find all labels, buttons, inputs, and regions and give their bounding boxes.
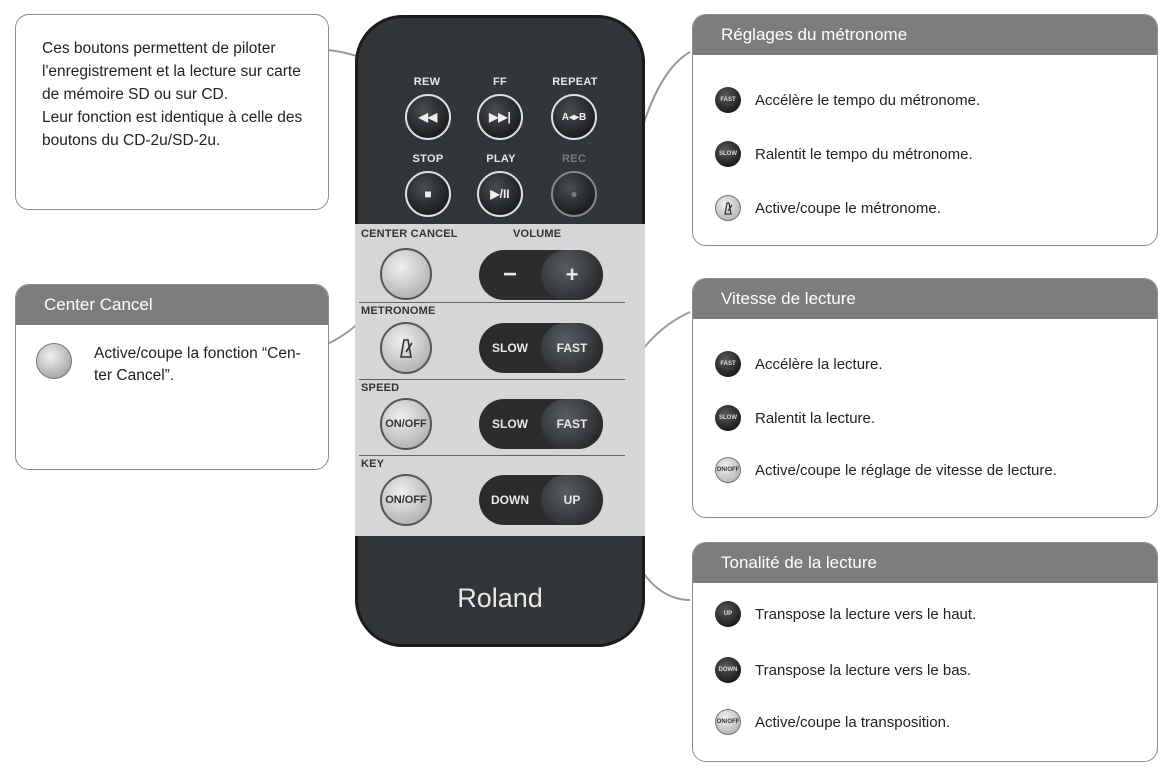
transport-callout bbox=[15, 14, 329, 210]
volume-up-button[interactable]: + bbox=[541, 250, 603, 300]
panel-divider-1 bbox=[359, 302, 625, 303]
center-cancel-title: Center Cancel bbox=[16, 285, 328, 325]
speed-label: SPEED bbox=[361, 382, 400, 394]
stop-label: STOP bbox=[412, 153, 444, 165]
fast-icon: FAST bbox=[715, 87, 741, 113]
key-item-down-text: Transpose la lecture vers le bas. bbox=[755, 661, 972, 679]
speed-item-toggle-text: Active/coupe le réglage de vitesse de lecture. bbox=[755, 461, 1057, 479]
key-up-button[interactable]: UP bbox=[541, 475, 603, 525]
repeat-button[interactable]: A◂▸B bbox=[551, 94, 597, 140]
brand-logo: Roland bbox=[457, 583, 543, 613]
key-label: KEY bbox=[361, 458, 385, 470]
rew-button[interactable]: ◀◀ bbox=[405, 94, 451, 140]
metronome-slow-button[interactable]: SLOW bbox=[492, 341, 528, 355]
slow-icon: SLOW bbox=[715, 141, 741, 167]
play-pause-button[interactable]: ▶/II bbox=[477, 171, 523, 217]
repeat-label: REPEAT bbox=[552, 76, 598, 88]
stop-button[interactable]: ■ bbox=[405, 171, 451, 217]
center-cancel-label: CENTER CANCEL bbox=[361, 228, 458, 240]
metronome-icon bbox=[395, 337, 417, 359]
metronome-tempo-control bbox=[479, 323, 603, 373]
key-title: Tonalité de la lecture bbox=[693, 543, 1157, 583]
panel-divider-3 bbox=[359, 455, 625, 456]
on-off-icon: ON/OFF bbox=[715, 457, 741, 483]
fast-icon: FAST bbox=[715, 351, 741, 377]
key-item-toggle-text: Active/coupe la transposition. bbox=[755, 713, 951, 731]
panel-divider-2 bbox=[359, 379, 625, 380]
speed-item-fast-text: Accélère la lecture. bbox=[755, 355, 883, 373]
volume-control bbox=[479, 250, 603, 300]
transport-line-1: Ces boutons permettent de piloter bbox=[42, 40, 276, 57]
slow-icon: SLOW bbox=[715, 405, 741, 431]
down-icon: DOWN bbox=[715, 657, 741, 683]
transport-line-2: l'enregistrement et la lecture sur carte bbox=[42, 63, 301, 80]
metronome-label: METRONOME bbox=[361, 305, 436, 317]
metronome-item-toggle-text: Active/coupe le métronome. bbox=[755, 199, 941, 217]
up-icon: UP bbox=[715, 601, 741, 627]
speed-item-slow-text: Ralentit la lecture. bbox=[755, 409, 876, 427]
transport-line-5: boutons du CD-2u/SD-2u. bbox=[42, 132, 221, 149]
key-item-up bbox=[715, 601, 976, 627]
rec-label: REC bbox=[561, 153, 587, 165]
key-down-button[interactable]: DOWN bbox=[491, 493, 529, 507]
speed-item-toggle bbox=[715, 457, 1057, 483]
metronome-item-toggle bbox=[715, 195, 941, 221]
metronome-callout bbox=[692, 14, 1158, 246]
transport-line-4: Leur fonction est identique à celle des bbox=[42, 109, 303, 126]
speed-fast-button[interactable]: FAST bbox=[541, 399, 603, 449]
metronome-item-slow bbox=[715, 141, 973, 167]
metronome-item-slow-text: Ralentit le tempo du métronome. bbox=[755, 145, 973, 163]
key-onoff-button[interactable]: ON/OFF bbox=[380, 474, 432, 526]
metronome-fast-button[interactable]: FAST bbox=[541, 323, 603, 373]
key-control bbox=[479, 475, 603, 525]
speed-slow-button[interactable]: SLOW bbox=[492, 417, 528, 431]
speed-control bbox=[479, 399, 603, 449]
play-label: PLAY bbox=[486, 153, 516, 165]
metronome-item-fast-text: Accélère le tempo du métronome. bbox=[755, 91, 981, 109]
center-cancel-line-1: Active/coupe la fonction “Cen- bbox=[94, 345, 301, 362]
metronome-item-fast bbox=[715, 87, 980, 113]
key-callout bbox=[692, 542, 1158, 762]
center-cancel-callout bbox=[15, 284, 329, 470]
metronome-button[interactable] bbox=[380, 322, 432, 374]
rec-button[interactable]: ● bbox=[551, 171, 597, 217]
key-item-toggle bbox=[715, 709, 950, 735]
center-cancel-button[interactable] bbox=[380, 248, 432, 300]
key-item-up-text: Transpose la lecture vers le haut. bbox=[755, 605, 977, 623]
key-item-down bbox=[715, 657, 971, 683]
speed-onoff-button[interactable]: ON/OFF bbox=[380, 398, 432, 450]
volume-label: VOLUME bbox=[513, 228, 562, 240]
transport-line-3: de mémoire SD ou sur CD. bbox=[42, 86, 229, 103]
metronome-icon bbox=[715, 195, 741, 221]
speed-item-fast bbox=[715, 351, 883, 377]
on-off-icon: ON/OFF bbox=[715, 709, 741, 735]
center-cancel-icon bbox=[36, 343, 72, 379]
center-cancel-line-2: ter Cancel”. bbox=[94, 367, 175, 384]
rew-label: REW bbox=[413, 76, 441, 88]
ff-button[interactable]: ▶▶| bbox=[477, 94, 523, 140]
metronome-title: Réglages du métronome bbox=[693, 15, 1157, 55]
volume-down-button[interactable]: − bbox=[502, 261, 517, 288]
speed-callout bbox=[692, 278, 1158, 518]
speed-title: Vitesse de lecture bbox=[693, 279, 1157, 319]
speed-item-slow bbox=[715, 405, 875, 431]
ff-label: FF bbox=[492, 76, 508, 88]
